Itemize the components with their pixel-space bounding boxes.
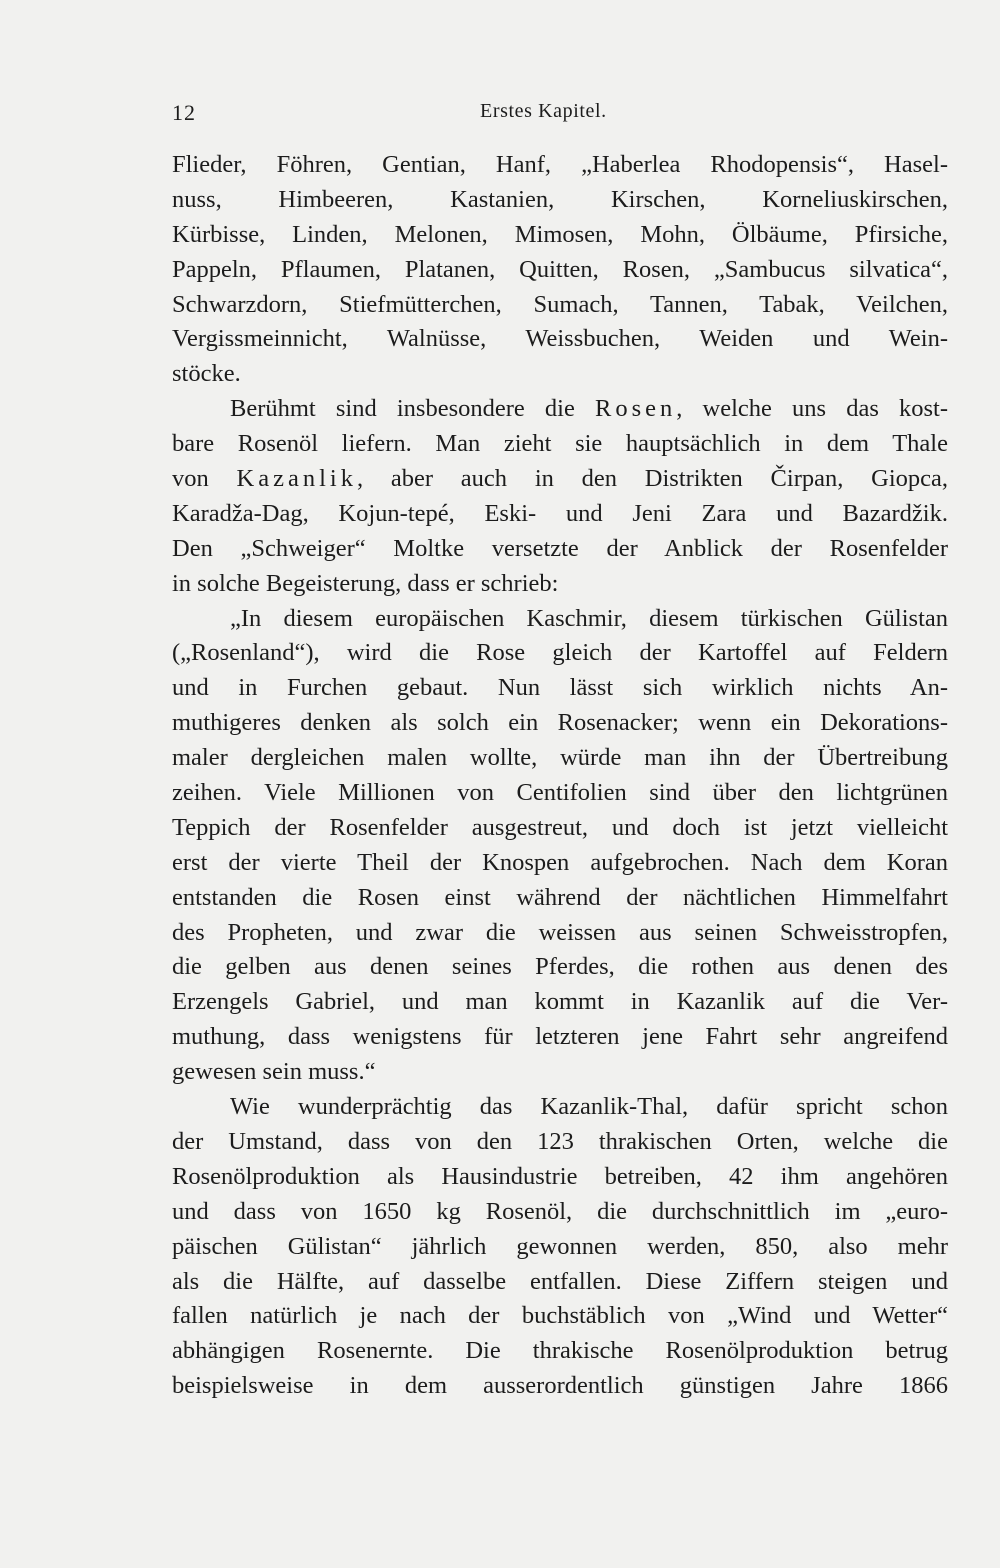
text-line: die gelben aus denen seines Pferdes, die rothen aus denen des — [172, 953, 948, 981]
text-line: Rosenölproduktion als Hausindustrie betreiben, 42 ihm angehören — [172, 1162, 948, 1190]
text-line: Vergissmeinnicht, Walnüsse, Weissbuchen, Weiden und Wein- — [172, 325, 948, 353]
text-line: stöcke. — [172, 360, 241, 388]
text-line: als die Hälfte, auf dasselbe entfallen. Diese Ziffern steigen und — [172, 1267, 948, 1295]
emphasized-word: Rosen — [594, 395, 677, 423]
text-line: nuss, Himbeeren, Kastanien, Kirschen, Korneliuskirschen, — [172, 185, 948, 213]
text-line: und in Furchen gebaut. Nun lässt sich wirklich nichts An- — [172, 674, 948, 702]
body-text — [172, 148, 948, 1400]
text-line: entstanden die Rosen einst während der nächtlichen Himmelfahrt — [172, 883, 948, 911]
text-line: Karadža-Dag, Kojun-tepé, Eski- und Jeni Zara und Bazardžik. — [172, 499, 948, 527]
text-line: muthung, dass wenigstens für letzteren jene Fahrt sehr angreifend — [172, 1023, 948, 1051]
text-segment: , aber auch in den Distrikten Čirpan, Giopca, — [356, 465, 948, 493]
text-line: Teppich der Rosenfelder ausgestreut, und doch ist jetzt vielleicht — [172, 813, 948, 841]
text-line: abhängigen Rosenernte. Die thrakische Rosenölproduktion betrug — [172, 1337, 948, 1365]
running-head — [172, 100, 948, 130]
text-line: erst der vierte Theil der Knospen aufgebrochen. Nach dem Koran — [172, 848, 948, 876]
text-line: Kürbisse, Linden, Melonen, Mimosen, Mohn, Ölbäume, Pfirsiche, — [172, 220, 948, 248]
text-line: des Propheten, und zwar die weissen aus seinen Schweisstropfen, — [172, 918, 948, 946]
chapter-title: Erstes Kapitel. — [480, 100, 607, 122]
text-line: („Rosenland“), wird die Rose gleich der Kartoffel auf Feldern — [172, 639, 948, 667]
text-line: fallen natürlich je nach der buchstäblich von „Wind und Wetter“ — [172, 1302, 948, 1330]
text-line: Schwarzdorn, Stiefmütterchen, Sumach, Tannen, Tabak, Veilchen, — [172, 290, 948, 318]
text-line: und dass von 1650 kg Rosenöl, die durchschnittlich im „euro- — [172, 1197, 948, 1225]
text-line: in solche Begeisterung, dass er schrieb: — [172, 569, 559, 597]
text-line — [172, 462, 948, 497]
text-line: muthigeres denken als solch ein Rosenacker; wenn ein Dekorations- — [172, 709, 948, 737]
text-line: Pappeln, Pflaumen, Platanen, Quitten, Rosen, „Sambucus silvatica“, — [172, 255, 948, 283]
text-segment: , welche uns das kost- — [676, 395, 948, 423]
text-line — [172, 392, 948, 427]
text-line: Wie wunderprächtig das Kazanlik-Thal, dafür spricht schon — [230, 1093, 948, 1121]
page-number: 12 — [172, 100, 196, 125]
text-line: bare Rosenöl liefern. Man zieht sie hauptsächlich in dem Thale — [172, 430, 948, 458]
text-line: Erzengels Gabriel, und man kommt in Kazanlik auf die Ver- — [172, 988, 948, 1016]
text-segment: von — [172, 465, 237, 493]
text-line: der Umstand, dass von den 123 thrakischen Orten, welche die — [172, 1127, 948, 1155]
emphasized-word: Kazanlik — [236, 465, 357, 493]
text-segment: Berühmt sind insbesondere die — [230, 395, 595, 423]
text-line: päischen Gülistan“ jährlich gewonnen werden, 850, also mehr — [172, 1232, 948, 1260]
text-line: Den „Schweiger“ Moltke versetzte der Anblick der Rosenfelder — [172, 534, 948, 562]
text-line: beispielsweise in dem ausserordentlich günstigen Jahre 1866 — [172, 1372, 948, 1400]
text-line: zeihen. Viele Millionen von Centifolien sind über den lichtgrünen — [172, 779, 948, 807]
text-line: maler dergleichen malen wollte, würde man ihn der Übertreibung — [172, 744, 948, 772]
text-line: gewesen sein muss.“ — [172, 1058, 376, 1086]
text-line: Flieder, Föhren, Gentian, Hanf, „Haberlea Rhodopensis“, Hasel- — [172, 151, 948, 178]
text-line: „In diesem europäischen Kaschmir, diesem türkischen Gülistan — [230, 604, 948, 632]
